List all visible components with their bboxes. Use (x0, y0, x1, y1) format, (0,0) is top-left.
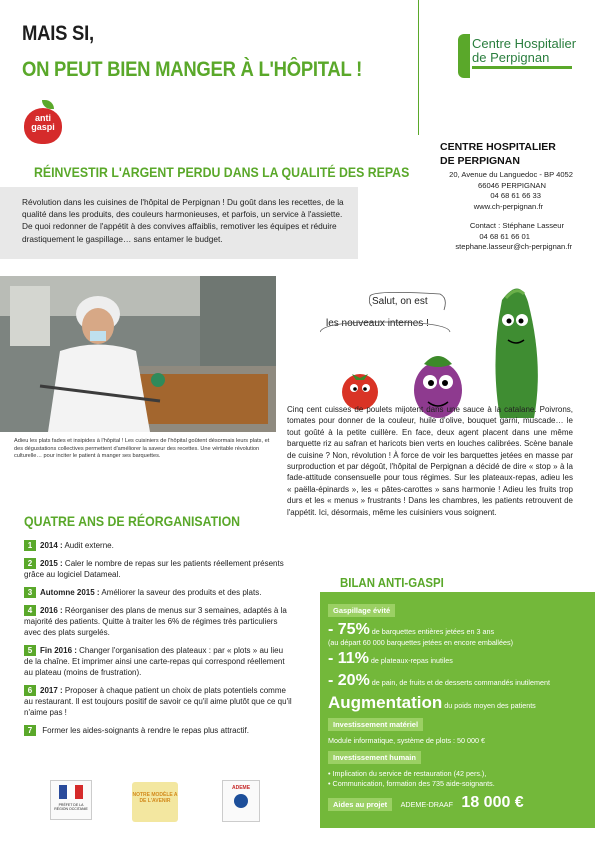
step-number: 7 (24, 725, 36, 736)
materiel-text: Module informatique, système de plots : 50 000 € (328, 736, 486, 745)
contact-address (408, 170, 573, 212)
address-line1: 20, Avenue du Languedoc - BP 4052 (449, 170, 573, 179)
photo-caption: Adieu les plats fades et insipides à l'hôpital ! Les cuisiniers de l'hôpital goûtent désormais leurs plats, et des dégustations collectives permettent d'améliorer la saveur des recettes. Une véritable révolution culturelle… pour inciter le patient à manger ses barquettes. (14, 438, 270, 459)
contact-title-1: CENTRE HOSPITALIER (440, 141, 556, 153)
step-label: Fin 2016 : (40, 646, 77, 655)
step-text: Proposer à chaque patient un choix de plats potentiels comme au restaurant. Il est toujours positif de savoir ce qu'il aime plutôt que ce qu'il n'aime pas ! (24, 686, 292, 717)
step-item (24, 685, 294, 718)
step-label: 2017 : (40, 686, 63, 695)
step-number: 4 (24, 605, 36, 616)
zucchini-icon (495, 288, 537, 418)
step-label: Automne 2015 : (40, 588, 100, 597)
stat-11-text: de plateaux-repas inutiles (368, 656, 453, 665)
contact-label: Contact : Stéphane Lasseur (469, 221, 564, 230)
logo-mark-icon (458, 34, 470, 78)
bubble-line2: les nouveaux internes ! (326, 318, 429, 329)
contact-title-2: DE PERPIGNAN (440, 155, 520, 167)
stat-75-value: - 75% (328, 621, 370, 638)
stat-11-value: - 11% (328, 650, 369, 667)
step-label: 2014 : (40, 541, 63, 550)
bilan-box (320, 592, 595, 828)
step-text: Réorganiser des plans de menus sur 3 semaines, adaptés à la majorité des patients. Quitte à traiter les 6% de régimes très particuliers avec des plats surgelés. (24, 606, 287, 637)
aides-amount: 18 000 € (461, 794, 524, 811)
humain-2: • Communication, formation des 735 aide-soignants. (328, 779, 495, 788)
stat-aug-value: Augmentation (328, 693, 443, 712)
step-item (24, 587, 294, 598)
address-line2: 66046 PERPIGNAN (478, 180, 546, 190)
tag-humain: Investissement humain (328, 751, 421, 764)
badge-line2: gaspi (31, 122, 55, 132)
vegetable-characters (320, 280, 590, 420)
step-item (24, 540, 294, 551)
step-number: 1 (24, 540, 36, 551)
stat-20-text: de pain, de fruits et de desserts commandés inutilement (369, 678, 550, 687)
prefet-text: PRÉFET DE LA RÉGION OCCITANIE (54, 803, 88, 811)
anti-gaspi-badge (22, 100, 64, 146)
stat-11 (328, 650, 587, 667)
phone: 04 68 61 66 33 (490, 191, 541, 200)
contact-person (412, 221, 572, 253)
four-years-title: QUATRE ANS DE RÉORGANISATION (24, 513, 241, 529)
step-text: Former les aides-soignants à rendre le repas plus attractif. (40, 726, 249, 735)
step-item (24, 558, 294, 580)
step-item (24, 605, 294, 638)
tag-materiel: Investissement matériel (328, 718, 423, 731)
section-title: RÉINVESTIR L'ARGENT PERDU DANS LA QUALITÉ DES REPAS (34, 164, 410, 180)
step-number: 2 (24, 558, 36, 569)
stat-aug (328, 693, 587, 712)
step-number: 5 (24, 645, 36, 656)
logo-text-2: de Perpignan (472, 50, 550, 65)
ademe-logo (222, 780, 260, 822)
ademe-icon (234, 794, 248, 808)
logo-bar (472, 66, 572, 69)
step-item (24, 725, 294, 736)
intro-text (0, 187, 358, 259)
tag-aides: Aides au projet (328, 798, 392, 811)
contact-title (440, 140, 556, 168)
stat-20 (328, 672, 587, 689)
ademe-text: ADEME (231, 785, 251, 791)
badge-line1: anti (34, 113, 51, 123)
stat-75 (328, 621, 587, 638)
divider (418, 0, 419, 135)
step-number: 6 (24, 685, 36, 696)
step-text: Changer l'organisation des plateaux : par « plots » au lieu de la chaîne. Et imprimer ainsi une carte-repas qui correspond réellement au plateau (moins de frustration). (24, 646, 285, 677)
humain-1: • Implication du service de restauration (42 pers.), (328, 769, 487, 778)
tag-gaspillage: Gaspillage évité (328, 604, 395, 617)
title-line1: MAIS SI, (22, 22, 94, 45)
step-item (24, 645, 294, 678)
modele-text: NOTRE MODÈLE A DE L'AVENIR (132, 792, 178, 804)
article-body: Cinq cent cuisses de poulets mijotent dans une sauce à la catalane. Poivrons, tomates pour donner de la couleur, huile d'olive, bouquet garni, muscade… le tout goûté à la petite cuillère. En face, deux agent placent dans une même barquette riz au safran et haricots bien verts en louches calibrées. Scène banale de cuisine ? Non, révolution ! À force de voir les barquettes jetées en masse par surproduction et par dégoût, l'hôpital de Perpignan a décidé de dire « stop » à la fade-attitude consensuelle pour tous régimes. Sur les plateaux-repas, adieu les « paëlla-épinards », les « pâtes-carottes » sans harmonie ! Adieu les fruits trop durs et les « menus » frustrants ! Dans les chambres, les patients retrouvent de l'appétit. Ici, désormais, même les cuisiniers vous soignent. (287, 405, 573, 517)
step-text: Caler le nombre de repas sur les patients réellement présents grâce au logiciel Datameal. (24, 559, 284, 579)
title-line2: ON PEUT BIEN MANGER À L'HÔPITAL ! (22, 58, 362, 81)
contact-email[interactable]: stephane.lasseur@ch-perpignan.fr (455, 242, 572, 251)
stat-75-text: de barquettes entières jetées en 3 ans (369, 627, 495, 636)
kitchen-photo (0, 276, 276, 432)
bubble-line1: Salut, on est (372, 296, 428, 307)
kitchen-photo-image (0, 276, 276, 432)
step-label: 2016 : (40, 606, 63, 615)
modele-avenir-logo (132, 782, 178, 822)
website-link[interactable]: www.ch-perpignan.fr (473, 201, 543, 211)
stat-aug-text: du poids moyen des patients (442, 701, 536, 710)
aides-source: ADEME-DRAAF (400, 800, 453, 809)
intro-content: Révolution dans les cuisines de l'hôpital de Perpignan ! Du goût dans les recettes, de la qualité dans les produits, des couleurs harmonieuses, et parfois, un service à l'assiette. De quoi redonner de l'appétit à des convives affaiblis, remotiver les équipes et réduire drastiquement le gaspillage… sans entamer le budget. (22, 197, 344, 244)
step-number: 3 (24, 587, 36, 598)
step-label: 2015 : (40, 559, 63, 568)
logo-text-1: Centre Hospitalier (472, 36, 577, 51)
prefet-logo (50, 780, 92, 820)
step-text: Améliorer la saveur des produits et des plats. (99, 588, 262, 597)
step-text: Audit externe. (62, 541, 114, 550)
flag-icon (51, 785, 91, 801)
hospital-logo (458, 32, 578, 82)
bilan-title: BILAN ANTI-GASPI (340, 575, 444, 590)
contact-phone: 04 68 61 66 01 (479, 231, 530, 241)
aides-row (328, 794, 587, 812)
stat-20-value: - 20% (328, 672, 370, 689)
stat-75-sub: (au départ 60 000 barquettes jetées en encore emballées) (328, 638, 514, 647)
steps-list (24, 540, 294, 743)
